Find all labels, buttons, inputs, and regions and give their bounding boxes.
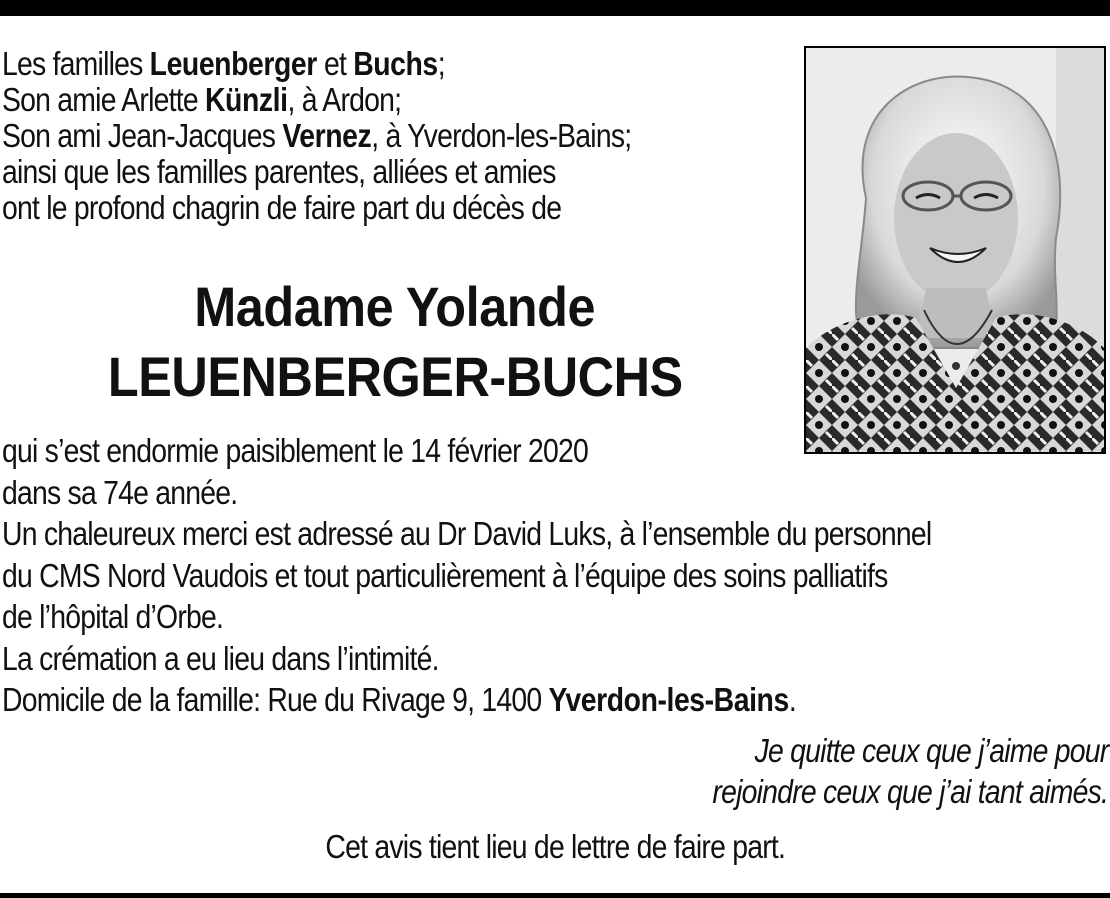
body-line-1: qui s’est endormie paisiblement le 14 février 2020: [2, 432, 589, 469]
body-line-2: dans sa 74e année.: [2, 473, 238, 511]
body-line-4: du CMS Nord Vaudois et tout particulièrement à l’équipe des soins palliatifs: [2, 556, 888, 594]
body-line-3: Un chaleureux merci est adressé au Dr David Luks, à l’ensemble du personnel: [2, 515, 932, 552]
body-line-5: de l’hôpital d’Orbe.: [2, 598, 224, 635]
intro-line-2: Son amie Arlette Künzli, à Ardon;: [2, 81, 402, 118]
farewell-quote: [408, 730, 1108, 812]
family-announcement: [2, 46, 681, 226]
bottom-border: [0, 893, 1110, 898]
top-border: [0, 0, 1110, 16]
intro-line-4: ainsi que les familles parentes, alliées et amies: [2, 153, 556, 190]
deceased-name: [0, 272, 790, 412]
deceased-name-line-1: Madame Yolande: [194, 275, 596, 338]
home-city: Yverdon-les-Bains: [548, 681, 789, 718]
body-line-7: Domicile de la famille: Rue du Rivage 9, 1400 Yverdon-les-Bains.: [2, 681, 796, 718]
family-name-buchs: Buchs: [353, 45, 438, 82]
body-line-6: La crémation a eu lieu dans l’intimité.: [2, 639, 439, 677]
quote-line-2: rejoindre ceux que j’ai tant aimés.: [712, 773, 1108, 810]
notice-footer: [0, 826, 1110, 868]
friend-name-vernez: Vernez: [282, 117, 372, 154]
family-name-leuenberger: Leuenberger: [149, 45, 317, 82]
intro-line-5: ont le profond chagrin de faire part du décès de: [2, 189, 562, 226]
portrait-photo: [804, 46, 1106, 454]
quote-line-1: Je quitte ceux que j’aime pour: [754, 732, 1108, 769]
footer-text: Cet avis tient lieu de lettre de faire part.: [325, 828, 785, 865]
deceased-name-line-2: LEUENBERGER-BUCHS: [107, 345, 683, 408]
intro-line-1: Les familles Leuenberger et Buchs;: [2, 45, 445, 82]
friend-name-kunzli: Künzli: [204, 81, 288, 118]
intro-line-3: Son ami Jean-Jacques Vernez, à Yverdon-les-Bains;: [2, 117, 632, 154]
obituary-body: [2, 430, 1110, 721]
